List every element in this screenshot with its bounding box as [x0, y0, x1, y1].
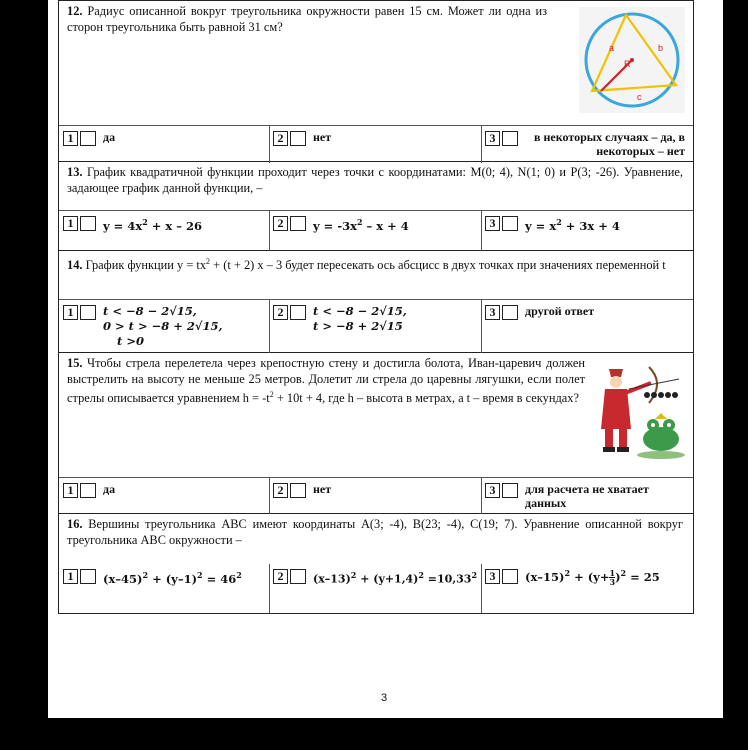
question-12: [59, 0, 693, 162]
answer-inequalities: t < −8 − 2√15, 0 > t > −8 + 2√15, t >0: [103, 304, 223, 348]
answer-option-3[interactable]: [481, 126, 693, 163]
option-number-box: 1: [63, 131, 78, 146]
worksheet-page: [48, 0, 723, 718]
answer-option-2[interactable]: [269, 126, 481, 163]
answer-checkbox[interactable]: [290, 216, 306, 231]
question-number: 12.: [67, 4, 83, 18]
option-number-box: 2: [273, 305, 288, 320]
answer-text: да: [103, 482, 116, 496]
answer-option-3[interactable]: [481, 478, 693, 514]
option-number-box: 3: [485, 216, 500, 231]
option-number-box: 2: [273, 216, 288, 231]
fraction: $\frac{1}{3}$: [609, 568, 616, 588]
answer-checkbox[interactable]: [80, 131, 96, 146]
answer-formula: $y = -3x^2 - x + 4$: [313, 217, 409, 233]
question-number: 13.: [67, 165, 83, 179]
option-number-box: 3: [485, 569, 500, 584]
answer-option-3[interactable]: [481, 564, 693, 613]
answer-inequalities: t < −8 − 2√15, t > −8 + 2√15: [313, 304, 407, 333]
page-number: 3: [381, 692, 388, 704]
answer-checkbox[interactable]: [502, 305, 518, 320]
question-body: Радиус описанной вокруг треугольника окружности равен 15 см. Может ли одна из сторон треугольника быть равной 31 см?: [67, 4, 547, 34]
answer-text: нет: [313, 130, 332, 144]
option-number-box: 2: [273, 483, 288, 498]
answer-option-2[interactable]: [269, 478, 481, 514]
answer-text: другой ответ: [525, 304, 595, 318]
answer-option-3[interactable]: [481, 211, 693, 251]
option-number-box: 3: [485, 305, 500, 320]
option-number-box: 2: [273, 131, 288, 146]
answer-formula: $(x-13)^2 + (y+1,4)^2 =10,33^2$: [313, 570, 478, 586]
question-body: Вершины треугольника ABC имеют координаты A(3; -4), B(23; -4), C(19; 7). Уравнение описанной вокруг треугольника ABC окружности –: [67, 517, 683, 547]
answer-option-1[interactable]: [59, 300, 269, 353]
answer-text: нет: [313, 482, 332, 496]
answer-option-1[interactable]: [59, 564, 269, 613]
option-number-box: 3: [485, 483, 500, 498]
answer-formula: $(x-15)^2 + (y+$ $\frac{1}{3}$ )$^2$ = 25: [525, 568, 660, 588]
answer-option-2[interactable]: [269, 211, 481, 251]
answer-option-1[interactable]: [59, 211, 269, 251]
answer-checkbox[interactable]: [290, 483, 306, 498]
answer-formula: $y = x^2 + 3x + 4$: [525, 217, 620, 233]
option-number-box: 1: [63, 305, 78, 320]
question-number: 15.: [67, 356, 83, 370]
answer-option-2[interactable]: [269, 564, 481, 613]
answer-checkbox[interactable]: [290, 305, 306, 320]
answer-option-1[interactable]: [59, 126, 269, 163]
side-c-label: c: [637, 92, 642, 102]
answer-formula: $y = 4x^2 + x - 26$: [103, 217, 203, 233]
answer-row: [59, 210, 693, 251]
question-13-text: [67, 165, 683, 196]
question-16: [59, 514, 693, 614]
archer-and-frog-illustration: [589, 359, 689, 463]
question-number: 16.: [67, 517, 83, 531]
option-number-box: 2: [273, 569, 288, 584]
answer-row: [59, 477, 693, 514]
answer-option-1[interactable]: [59, 478, 269, 514]
answer-row: [59, 564, 693, 613]
question-13: [59, 162, 693, 251]
side-a-label: a: [609, 43, 615, 53]
question-number: 14.: [67, 258, 83, 273]
question-14: [59, 251, 693, 353]
answer-checkbox[interactable]: [80, 483, 96, 498]
question-body: График квадратичной функции проходит через точки с координатами: M(0; 4), N(1; 0) и P(3; -26). Уравнение, задающее график данной функции, –: [67, 165, 683, 195]
question-table: [58, 0, 694, 614]
answer-formula: $(x-45)^2 + (y-1)^2 = 46^2$: [103, 570, 242, 586]
answer-checkbox[interactable]: [502, 569, 518, 584]
circumscribed-triangle-figure: [579, 7, 685, 113]
option-number-box: 1: [63, 216, 78, 231]
option-number-box: 1: [63, 569, 78, 584]
option-number-box: 3: [485, 131, 500, 146]
answer-checkbox[interactable]: [502, 216, 518, 231]
answer-row: [59, 299, 693, 353]
answer-option-3[interactable]: [481, 300, 693, 353]
answer-text: для расчета не хватает данных: [525, 482, 649, 510]
answer-checkbox[interactable]: [502, 483, 518, 498]
answer-checkbox[interactable]: [80, 216, 96, 231]
side-b-label: b: [658, 43, 664, 53]
answer-checkbox[interactable]: [80, 305, 96, 320]
question-15: [59, 353, 693, 514]
question-15-text: 15. Чтобы стрела перелетела через крепостную стену и достигла болота, Иван-царевич должен выстрелить на высоту не меньше 25 метров. Долетит ли стрела до царевны лягушки, если полет стрелы описывается уравнением $h = -t^2 + 10t + 4$, где h – высота в метрах, а t – время в секундах?: [67, 356, 585, 406]
answer-option-2[interactable]: [269, 300, 481, 353]
answer-checkbox[interactable]: [502, 131, 518, 146]
question-14-text: 14. График функции $y = tx^2 + (t + 2)$ x – 3 будет пересекать ось абсцисс в двух точках при значениях переменной t: [67, 257, 666, 273]
answer-checkbox[interactable]: [290, 569, 306, 584]
answer-checkbox[interactable]: [290, 131, 306, 146]
answer-row: [59, 125, 693, 163]
question-16-text: [67, 517, 683, 548]
answer-text: да: [103, 130, 116, 144]
option-number-box: 1: [63, 483, 78, 498]
radius-label: R: [624, 59, 631, 69]
question-12-text: [67, 4, 547, 35]
answer-text: в некоторых случаях – да, в некоторых – нет: [534, 130, 685, 158]
answer-checkbox[interactable]: [80, 569, 96, 584]
